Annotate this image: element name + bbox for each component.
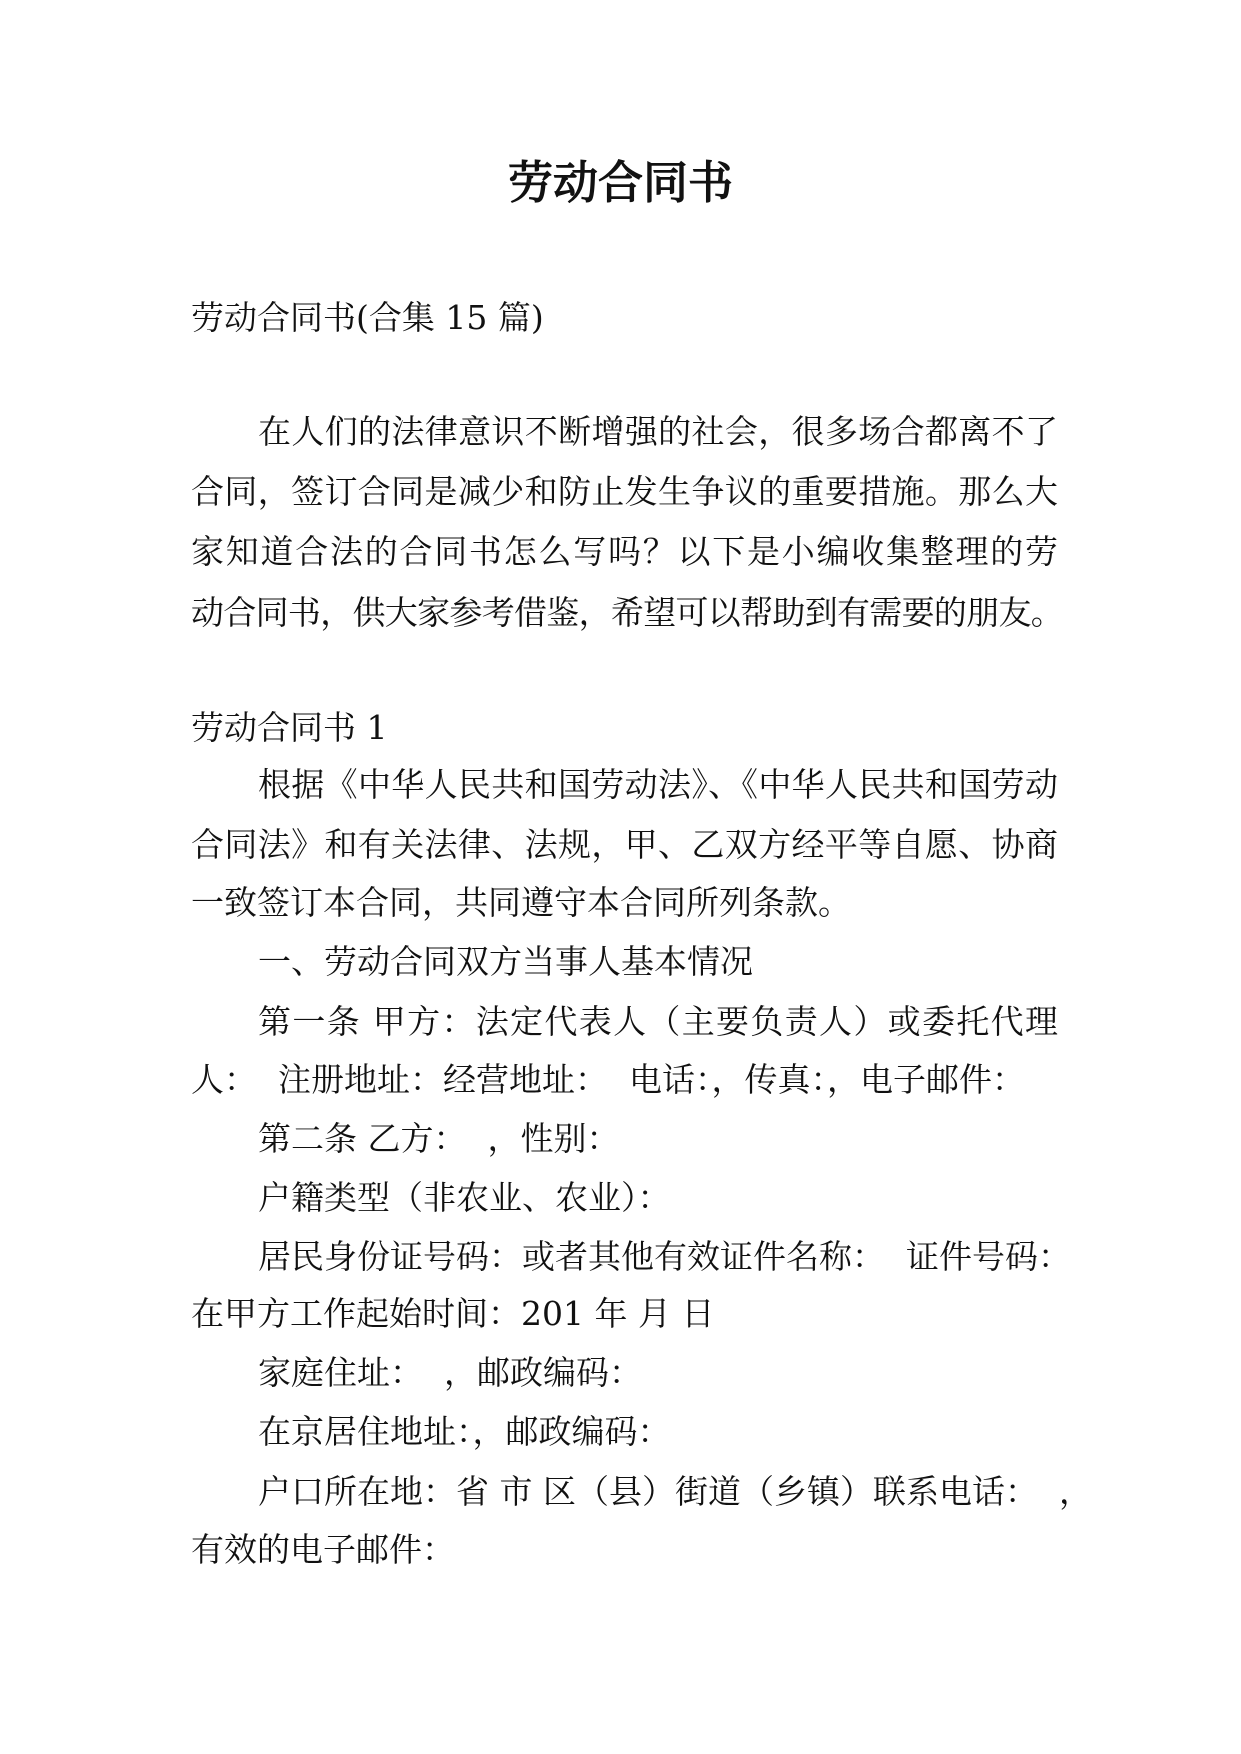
paragraph-line: 有效的电子邮件： xyxy=(191,1530,455,1569)
paragraph-line: 户籍类型（非农业、农业）： xyxy=(258,1178,671,1217)
paragraph-line: 人： 注册地址：经营地址： 电话：，传真：，电子邮件： xyxy=(191,1060,1025,1099)
document-title: 劳动合同书 xyxy=(507,156,733,209)
intro-line: 在人们的法律意识不断增强的社会，很多场合都离不了 xyxy=(258,412,1058,451)
intro-line: 家知道合法的合同书怎么写吗？以下是小编收集整理的劳 xyxy=(191,532,1058,571)
paragraph-line: 在甲方工作起始时间：201 年 月 日 xyxy=(191,1294,715,1333)
document-subtitle: 劳动合同书(合集 15 篇) xyxy=(191,298,544,337)
paragraph-line: 在京居住地址：，邮政编码： xyxy=(258,1412,671,1451)
section-heading: 劳动合同书 1 xyxy=(191,708,388,747)
paragraph-line: 第一条 甲方：法定代表人（主要负责人）或委托代理 xyxy=(258,1002,1058,1041)
paragraph-line: 一致签订本合同，共同遵守本合同所列条款。 xyxy=(191,883,851,922)
intro-line: 合同，签订合同是减少和防止发生争议的重要措施。那么大 xyxy=(191,472,1058,511)
clause-heading: 一、劳动合同双方当事人基本情况 xyxy=(258,942,753,981)
paragraph-line: 合同法》和有关法律、法规，甲、乙双方经平等自愿、协商 xyxy=(191,825,1058,864)
intro-line: 动合同书，供大家参考借鉴，希望可以帮助到有需要的朋友。 xyxy=(191,593,1064,632)
paragraph-line: 家庭住址： ，邮政编码： xyxy=(258,1353,642,1392)
paragraph-line: 第二条 乙方： ，性别： xyxy=(258,1119,620,1158)
paragraph-line: 居民身份证号码：或者其他有效证件名称： 证件号码： xyxy=(258,1237,1071,1276)
paragraph-line: 户口所在地：省 市 区（县）街道（乡镇）联系电话： ， xyxy=(258,1472,1092,1511)
paragraph-line: 根据《中华人民共和国劳动法》、《中华人民共和国劳动 xyxy=(258,765,1058,804)
